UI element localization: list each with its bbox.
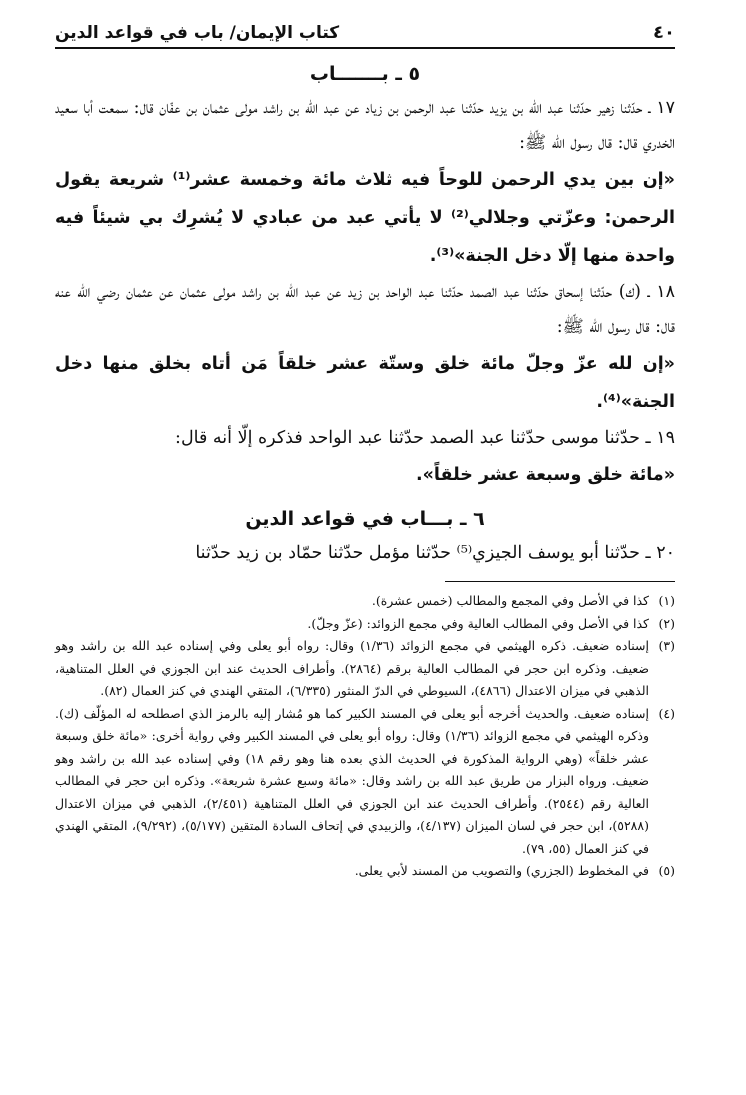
footnote-text: إسناده ضعيف. والحديث أخرجه أبو يعلى في المسند الكبير كما هو مُشار إليه بالرمز الذي اصطلحه له المؤلّف (ك). وذكره الهيثمي في مجمع الزوائد (١/٣٦) وقال: رواه أبو يعلى في المسند الكبير وفي رواية أخرى: «مائة خلق وسبعة عشر خلقاً» (وهي الرواية المذكورة في الحديث الذي بعده هنا وهو رقم ١٨) وفي إسناده عبد الله بن راشد وهو ضعيف. ورواه البزار من طريق عبد الله بن راشد وقال: «مائة وسبع عشرة شريعة». وذكره ابن حجر في المطالب العالية رقم (٢٥٤٤). وأطراف الحديث عند ابن الجوزي في العلل المتناهية (٢/٤٥١)، الذهبي في ميزان الاعتدال (٥٢٨٨)، ابن حجر في لسان الميزان (٤/١٣٧)، والزبيدي في إتحاف السادة المتقين (٥/١٧٧)، (٩/٢٩٢)، المتقي الهندي في كنز العمال (٥٥، ٧٩). xyxy=(55,705,649,856)
footnote-number: (٣) xyxy=(658,638,675,653)
footnote-text: كذا في الأصل وفي المطالب العالية وفي مجمع الزوائد: (عزّ وجلّ). xyxy=(307,615,649,631)
hadith-18-text: «إن لله عزّ وجلّ مائة خلق وستّة عشر خلقاً مَن أتاه بخلق منها دخل الجنة»⁽⁴⁾. xyxy=(55,354,675,412)
hadith-19-chain: ١٩ ـ حدّثنا موسى حدّثنا عبد الصمد حدّثنا عبد الواحد فذكره إلّا أنه قال: xyxy=(175,428,675,448)
footnote-separator xyxy=(445,581,675,582)
footnote-text: إسناده ضعيف. ذكره الهيثمي في مجمع الزوائد (١/٣٦) وقال: رواه أبو يعلى وفي إسناده عبد الله بن راشد وهو ضعيف. وذكره ابن حجر في المطالب العالية برقم (٢٨٦٤). وأطراف الحديث عند ابن الجوزي في العلل المتناهية، الذهبي في ميزان الاعتدال (٤٨٦٦)، السيوطي في الدرّ المنثور (٦/٣٣٥)، المتقي الهندي في كنز العمال (٨٢). xyxy=(55,638,650,698)
footnote-number: (٢) xyxy=(658,615,675,631)
footnote-5 xyxy=(55,860,675,883)
book-page xyxy=(55,22,675,883)
running-title: كتاب الإيمان/ باب في قواعد الدين xyxy=(55,23,340,43)
footnotes xyxy=(55,590,675,883)
footnote-2 xyxy=(55,613,675,636)
hadith-18-chain: ١٨ ـ (ك) حدّثنا إسحاق حدّثنا عبد الصمد حدّثنا عبد الواحد بن زيد عن عبد الله بن راشد مولى عثمان عن عثمان رضي الله عنه قال: قال رسول الله ﷺ: xyxy=(55,282,675,337)
footnote-text: كذا في الأصل وفي المجمع والمطالب (خمس عشرة). xyxy=(371,593,649,608)
footnote-number: (٤) xyxy=(658,705,675,721)
hadith-17-text: «إن بين يدي الرحمن للوحاً فيه ثلاث مائة وخمسة عشر⁽¹⁾ شريعة يقول الرحمن: وعزّتي وجلالي⁽²⁾ لا يأتي عبد من عبادي لا يُشرِك بي شيئاً فيه واحدة منها إلّا دخل الجنة»⁽³⁾. xyxy=(55,170,675,266)
hadith-17-chain: ١٧ ـ حدّثنا زهير حدّثنا عبد الله بن يزيد حدّثنا عبد الرحمن بن زياد عن عبد الله بن راشد مولى عثمان بن عفّان قال: سمعت أبا سعيد الخدري قال: قال رسول الله ﷺ: xyxy=(55,98,675,153)
footnote-1 xyxy=(55,590,675,613)
footnote-number: (١) xyxy=(658,593,675,608)
page-header xyxy=(55,22,675,49)
footnote-4 xyxy=(55,703,675,861)
page-number: ٤٠ xyxy=(653,22,675,43)
chapter-5-title: ٥ ـ بـــــــاب xyxy=(309,63,421,85)
hadith-20-chain: ٢٠ ـ حدّثنا أبو يوسف الجيزي⁽⁵⁾ حدّثنا مؤمل حدّثنا حمّاد بن زيد حدّثنا xyxy=(195,543,675,563)
footnote-text: في المخطوط (الجزري) والتصويب من المسند لأبي يعلى. xyxy=(354,863,649,878)
hadith-19-text: «مائة خلق وسبعة عشر خلقاً». xyxy=(415,465,675,485)
footnote-3 xyxy=(55,635,675,703)
footnote-number: (٥) xyxy=(658,863,675,878)
chapter-6-title: ٦ ـ بـــاب في قواعد الدين xyxy=(245,508,485,530)
